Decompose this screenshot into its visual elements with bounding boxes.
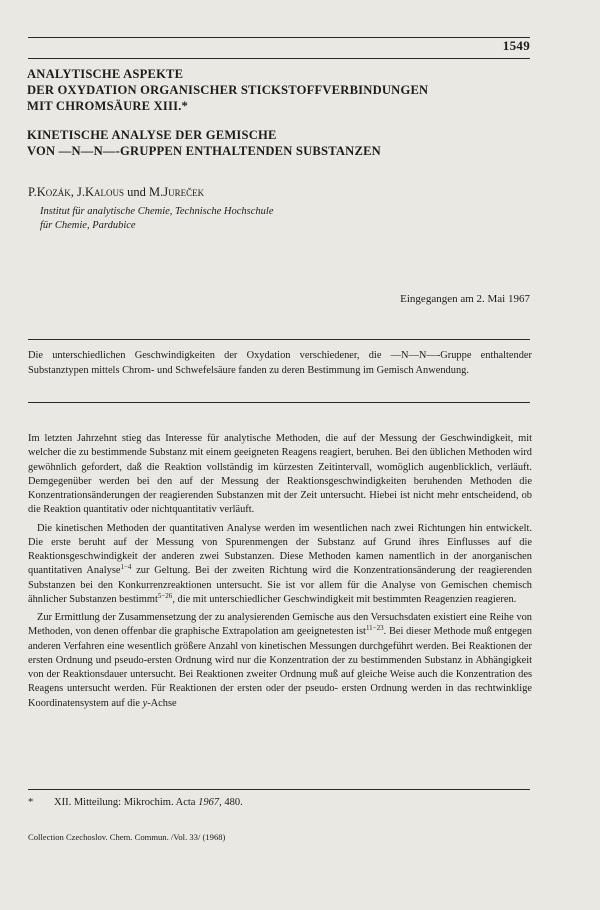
body-paragraph: [28, 522, 532, 608]
math-variable: y: [142, 697, 148, 709]
author-separator: ,: [70, 185, 77, 199]
reference-marker: 1−4: [120, 563, 132, 572]
abstract-rule-top: [28, 339, 530, 340]
paragraph-text: Die kinetischen Methoden der quantitativen Analyse werden im wesentlichen nach zwei Richtungen hin entwickelt. Die erste beruht auf der Messung von Spurenmengen der Substanz auf Grund ihres Einflusses auf die Reaktionsgeschwindigkeit der anderen zwei Substanzen. Diese Methoden kamen namentlich in der anorganischen quantitativen Analyse: [28, 522, 532, 577]
body-paragraph: [28, 611, 532, 711]
footnote: [28, 797, 532, 808]
author-initial: J.: [76, 185, 85, 199]
authors-line: [28, 185, 204, 200]
author-name: Jureček: [163, 185, 205, 199]
paragraph-text: , die mit unterschiedlicher Geschwindigkeit mit bestimmten Reagenzien reagieren.: [172, 593, 517, 605]
title-line: ANALYTISCHE ASPEKTE: [27, 67, 184, 81]
author-initial: P.: [28, 185, 37, 199]
author-separator: und: [124, 185, 150, 199]
article-body: [28, 432, 532, 715]
footnote-mark: *: [28, 797, 34, 808]
affiliation-line: Institut für analytische Chemie, Technische Hochschule: [40, 206, 274, 217]
footnote-rule: [28, 789, 530, 790]
abstract-rule-bottom: [28, 402, 530, 403]
journal-citation: Collection Czechoslov. Chem. Commun. /Vol. 33/ (1968): [28, 832, 226, 842]
title-line: MIT CHROMSÄURE XIII.*: [27, 99, 189, 113]
footnote-text: , 480.: [219, 797, 243, 808]
paragraph-text: zur Geltung. Bei der zweiten Richtung wird die Konzentrationsänderung der reagierenden Substanzen bei den Konkurrenzreaktionen untersucht. Sie ist vor allem für die Analyse von Gemischen chemisch ähnlicher Substanzen bestimmt: [28, 565, 532, 605]
author-name: Kozák: [36, 185, 71, 199]
body-paragraph: Im letzten Jahrzehnt stieg das Interesse für analytische Methoden, die auf der Messung der Geschwindigkeit, mit welcher die zu bestimmende Substanz mit einem geeigneten Reagens reagiert, beruhen. Bei den üblichen Methoden wird gewöhnlich gefordert, daß die Reaktion vollständig im kürzesten Zeitintervall, womöglich augenblicklich, verläuft. Demgegenüber werden bei den auf der Messung der Reaktionsgeschwindigkeiten beruhenden Methoden die Konzentrationsänderungen der reagierenden Substanzen mit der Zeit untersucht. Hiebei ist nicht mehr entscheidend, ob die Reaktion quantitativ oder nichtquantitativ verläuft.: [28, 433, 532, 516]
title-line: DER OXYDATION ORGANISCHER STICKSTOFFVERBINDUNGEN: [27, 83, 429, 97]
affiliation: [40, 205, 274, 233]
received-date: Eingegangen am 2. Mai 1967: [400, 293, 530, 305]
affiliation-line: für Chemie, Pardubice: [40, 220, 136, 231]
footnote-text: XII. Mitteilung: Mikrochim. Acta: [54, 797, 199, 808]
subtitle-line: KINETISCHE ANALYSE DER GEMISCHE: [27, 128, 277, 142]
paragraph-text: . Bei dieser Methode muß entgegen anderen Verfahren eine wesentlich größere Anzahl von kinetischen Messungen durchgeführt werden. Bei Reaktionen der ersten Ordnung und pseudo-ersten Ordnung wird nur die Konzentration der zu bestimmenden Substanz in Abhängigkeit von der Reaktionsdauer untersucht. Bei Reaktionen zweiter Ordnung muß auf gleiche Weise auch die Konzentration des Reagens untersucht werden. Für Reaktionen der ersten oder der pseudo- ersten Ordnung werden in das rechtwinklige Koordinatensystem auf die: [28, 626, 532, 709]
reference-marker: 11−23: [365, 624, 384, 633]
author-initial: M.: [149, 185, 164, 199]
paragraph-text: Zur Ermittlung der Zusammensetzung der zu analysierenden Gemische aus den Versuchsdaten existiert eine Reihe von Methoden, von denen offenbar die graphische Extrapolation am geeignetesten ist: [28, 612, 532, 638]
abstract: Die unterschiedlichen Geschwindigkeiten der Oxydation verschiedener, die —N—N—-Gruppe enthaltender Substanztypen mittels Chrom- und Schwefelsäure fanden zu deren Bestimmung im Gemisch Anwendung.: [28, 350, 532, 376]
article-subtitle: [27, 127, 547, 159]
footnote-year: 1967: [198, 797, 220, 808]
header-rule-bottom: [28, 58, 530, 59]
subtitle-line: VON —N—N—-GRUPPEN ENTHALTENDEN SUBSTANZEN: [27, 144, 381, 158]
header-rule-top: [28, 37, 530, 38]
paragraph-text: -Achse: [147, 697, 177, 709]
author-name: Kalous: [84, 185, 125, 199]
reference-marker: 5−26: [157, 591, 173, 600]
page-number: 1549: [502, 38, 530, 53]
article-title: [27, 66, 547, 114]
